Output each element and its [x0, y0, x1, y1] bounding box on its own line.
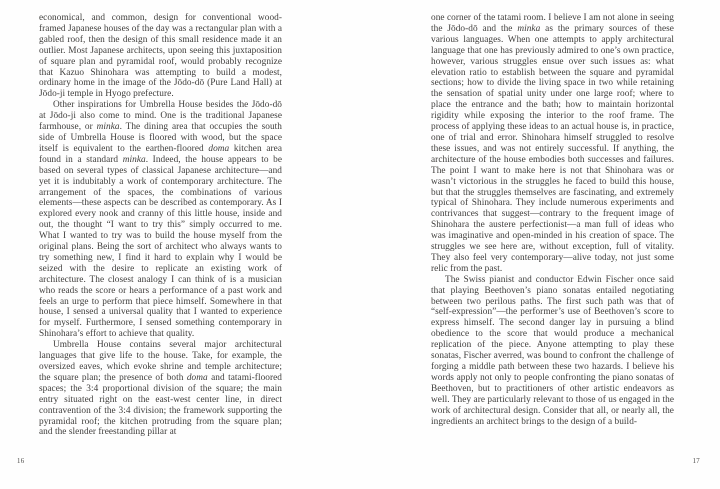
text-run: . The dining area that occupies the south side of Umbrella House is floored with wood, but the space itself is equivalent to the earthen-floored — [39, 122, 282, 154]
text-run: and tatami-floored spaces; the 3:4 proportional division of the square; the main entry situated right on the east-west center line, in direct contravention of the 3:4 division; the framework supporting the pyramidal roof; the kitchen protruding from the square plan; and the slender freestanding pillar at — [39, 372, 282, 438]
page-left-text-column — [39, 13, 282, 438]
paragraph — [39, 100, 282, 340]
page-number-left: 16 — [17, 458, 25, 465]
paragraph — [431, 275, 674, 428]
italic-term: minka — [122, 154, 146, 165]
text-run: Other inspirations for Umbrella House besides the Jōdo-dō at Jōdo-ji also come to mind. One is the traditional Japanese farmhouse, or — [39, 100, 282, 133]
paragraph — [39, 340, 282, 438]
text-run: kitchen area found in a standard — [39, 143, 283, 165]
text-run: economical, and common, design for conventional wood-framed Japanese houses of the day was a rectangular plan with a gabled roof, then the design of this small residence made it an outlier. Most Japanese architects, upon seeing this juxtaposition of square plan and pyramidal roof, would probably recognize that Kazuo Shinohara was attempting to build a modest, ordinary home in the image of the Jōdo-dō (Pure Land Hall) at Jōdo-ji temple in Hyogo prefecture. — [39, 13, 282, 100]
page-right-text-column — [431, 13, 674, 427]
text-run: one corner of the tatami room. I believe I am not alone in seeing the Jōdo-dō and the — [431, 13, 674, 34]
italic-term: minka — [96, 122, 120, 133]
text-run: Umbrella House contains several major architectural languages that give life to the house. Take, for example, the oversized eaves, which evoke shrine and temple architecture; the square plan; the presence of both — [39, 340, 282, 383]
page-number-right: 17 — [692, 458, 700, 465]
italic-term: minka — [517, 23, 541, 34]
text-run: as the primary sources of these various languages. When one attempts to apply architectural language that one has previously admired to one’s own practice, however, various struggles ensue over such issues as: what elevation ratio to establish between the square and pyramidal sections; how to divide the living space in two while retaining the sensation of spatial unity under one large roof; where to place the entrance and the bath; how to maintain horizontal rigidity while exposing the interior to the roof frame. The process of applying these ideas to an actual house is, in practice, one of trial and error. Shinohara himself struggled to resolve these issues, and was not entirely successful. If anything, the architecture of the house embodies both successes and failures. The point I want to make here is not that Shinohara was or wasn’t victorious in the struggles he faced to build this house, but that the struggles themselves are fascinating, and extremely typical of Shinohara. They include numerous experiments and contrivances that suggest—contrary to the frequent image of Shinohara the austere perfectionist—a man full of ideas who was imaginative and open-minded in his creation of space. The struggles we see here are, without exception, full of vitality. They also feel very contemporary—alive today, not just some relic from the past. — [431, 23, 674, 274]
text-run: The Swiss pianist and conductor Edwin Fischer once said that playing Beethoven’s piano sonatas entailed negotiating between two perilous paths. The first such path was that of “self-expression”—the performer’s use of Beethoven’s score to express himself. The second danger lay in pursuing a blind obedience to the score that would produce a mechanical replication of the piece. Anyone attempting to play these sonatas, Fischer averred, was bound to confront the challenge of forging a middle path between these two hazards. I believe his words apply not only to people confronting the piano sonatas of Beethoven, but to practitioners of other artistic endeavors as well. They are particularly relevant to those of us engaged in the work of architectural design. Consider that all, or nearly all, the ingredients an architect brings to the design of a build- — [431, 274, 674, 427]
paragraph — [39, 13, 282, 100]
paragraph — [431, 13, 674, 275]
italic-term: doma — [208, 143, 230, 154]
italic-term: doma — [186, 372, 208, 383]
text-run: . Indeed, the house appears to be based on several types of classical Japanese architecture—and yet it is indubitably a work of contemporary architecture. The arrangement of the spaces, the combinations of various elements—these aspects can be described as contemporary. As I explored every nook and cranny of this little house, inside and out, the thought “I want to try this” simply occurred to me. What I wanted to try was to build the house myself from the original plans. Being the sort of architect who always wants to try something new, I find it hard to explain why I would be seized with the desire to replicate an existing work of architecture. The closest analogy I can think of is a musician who reads the score or hears a performance of a past work and feels an urge to perform that piece himself. Somewhere in that house, I sensed a universal quality that I wanted to experience for myself. Furthermore, I sensed something contemporary in Shinohara’s effort to achieve that quality. — [39, 154, 282, 340]
